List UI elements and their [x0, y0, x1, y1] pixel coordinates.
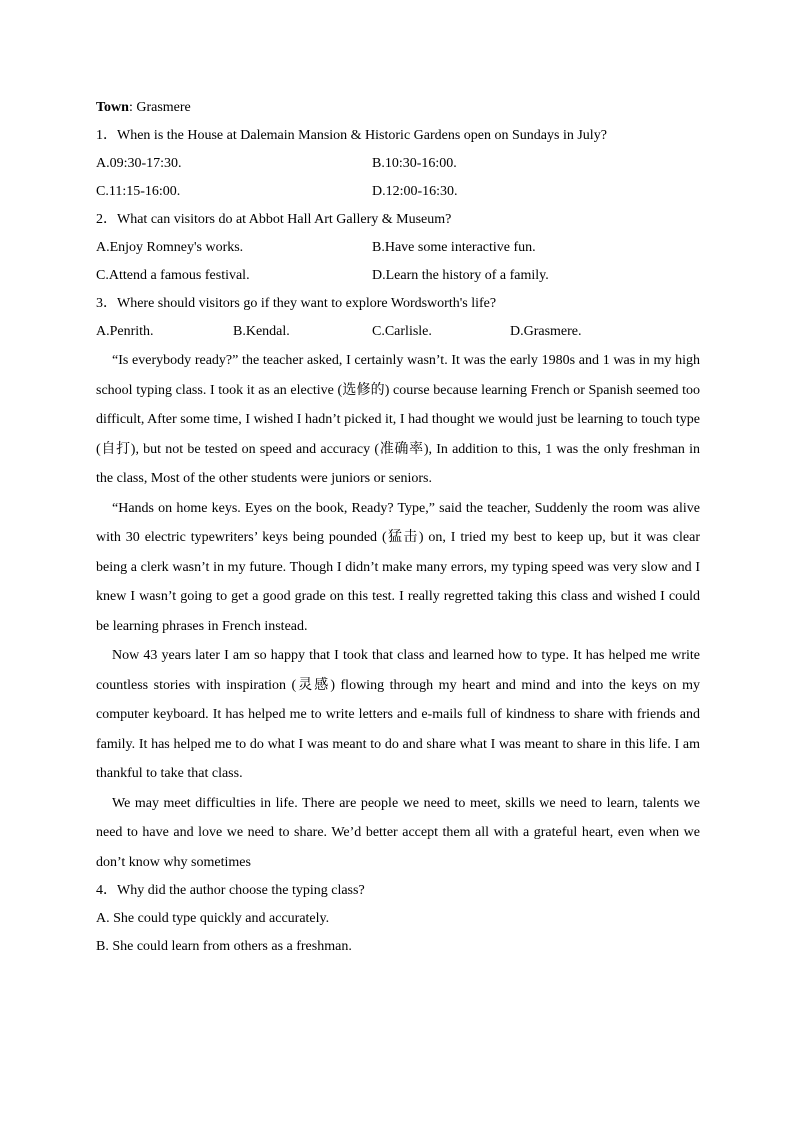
question-1-options-row-2 [96, 178, 700, 206]
question-3-option-d: D.Grasmere. [510, 324, 582, 339]
question-1-options-row-1 [96, 150, 700, 178]
question-2-options-row-1 [96, 234, 700, 262]
passage-paragraph-1: “Is everybody ready?” the teacher asked, I certainly wasn’t. It was the early 1980s and 1 was in my high school typing class. I took it as an elective (选修的) course because learning French or Spanish seemed too difficult, After some time, I wished I hadn’t picked it, I had thought we would just be learning to touch type (自打), but not be tested on speed and accuracy (准确率), In addition to this, 1 was the only freshman in the class, Most of the other students were juniors or seniors. [96, 353, 700, 486]
question-2-option-a: A.Enjoy Romney's works. [96, 240, 244, 255]
question-2-option-d: D.Learn the history of a family. [372, 268, 549, 283]
question-2-option-c: C.Attend a famous festival. [96, 268, 250, 283]
question-1-option-c: C.11:15-16:00. [96, 184, 181, 199]
passage-paragraph-3: Now 43 years later I am so happy that I took that class and learned how to type. It has helped me write countless stories with inspiration (灵感) flowing through my heart and mind and into the keys on my computer keyboard. It has helped me to write letters and e-mails full of kindness to share with friends and family. It has helped me to do what I was meant to do and share what I was meant to share in this life. I am thankful to take that class. [96, 648, 700, 781]
town-value: Grasmere [132, 100, 191, 115]
question-4-option-a: A. She could type quickly and accurately. [96, 911, 330, 926]
town-line [96, 94, 700, 122]
question-2-stem: 2．What can visitors do at Abbot Hall Art Gallery & Museum? [96, 212, 452, 227]
question-1-option-b: B.10:30-16:00. [372, 156, 457, 171]
question-2-options-row-2 [96, 262, 700, 290]
passage-paragraph-2: “Hands on home keys. Eyes on the book, Ready? Type,” said the teacher, Suddenly the room was alive with 30 electric typewriters’ keys being pounded (猛击) on, I tried my best to keep up, but it was clear being a clerk wasn’t in my future. Though I didn’t make many errors, my typing speed was very slow and I knew I wasn’t going to get a good grade on this test. I really regretted taking this class and wished I could be learning phrases in French instead. [96, 500, 700, 634]
question-3-option-b: B.Kendal. [233, 324, 290, 339]
question-3-option-a: A.Penrith. [96, 324, 154, 339]
question-3-option-c: C.Carlisle. [372, 324, 432, 339]
question-3-options [96, 318, 700, 346]
town-separator: : [128, 100, 133, 115]
question-4-option-b: B. She could learn from others as a freshman. [96, 939, 352, 954]
question-1-option-d: D.12:00-16:30. [372, 184, 458, 199]
document-page [96, 94, 700, 961]
question-3-stem: 3．Where should visitors go if they want to explore Wordsworth's life? [96, 296, 497, 311]
question-1-option-a: A.09:30-17:30. [96, 156, 182, 171]
question-2-option-b: B.Have some interactive fun. [372, 240, 536, 255]
town-label: Town [96, 100, 129, 115]
question-1-stem: 1．When is the House at Dalemain Mansion & Historic Gardens open on Sundays in July? [96, 128, 607, 143]
passage-paragraph-4: We may meet difficulties in life. There are people we need to meet, skills we need to learn, talents we need to have and love we need to share. We’d better accept them all with a grateful heart, even when we don’t know why sometimes [96, 795, 700, 870]
question-4-stem: 4．Why did the author choose the typing class? [96, 883, 365, 898]
